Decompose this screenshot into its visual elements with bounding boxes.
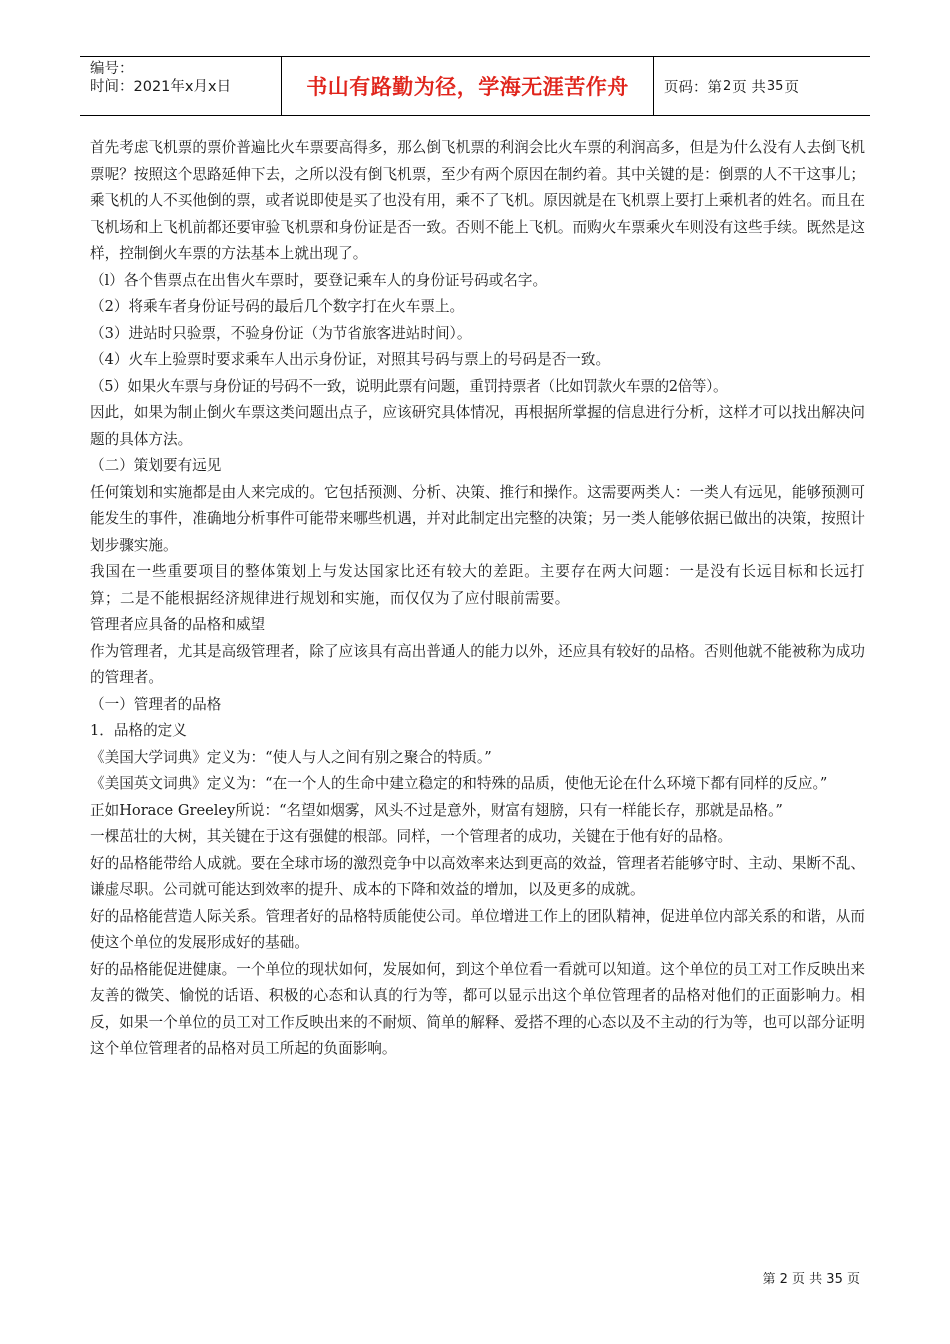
paragraph: 《美国大学词典》定义为：“使人与人之间有别之聚合的特质。” — [90, 748, 492, 766]
document-body — [90, 135, 865, 1063]
paragraph: 作为管理者，尤其是高级管理者，除了应该具有高出普通人的能力以外，还应具有较好的品格。否则他就不能被称为成功的管理者。 — [90, 642, 865, 686]
paragraph: 正如Horace Greeley所说：“名望如烟雾，风头不过是意外，财富有翅膀，只有一样能长存，那就是品格。” — [90, 801, 783, 819]
footer-prefix: 第 — [762, 1272, 776, 1287]
page-label: 页码： — [664, 79, 708, 96]
document-number-label: 编号： — [90, 61, 134, 77]
page-current: 2 — [723, 78, 732, 94]
page-suffix: 页 — [784, 79, 799, 96]
section-heading: 管理者应具备的品格和威望 — [90, 616, 266, 633]
paragraph: 一棵茁壮的大树，其关键在于这有强健的根部。同样，一个管理者的成功，关键在于他有好的品格。 — [90, 828, 733, 845]
page-header — [80, 56, 870, 116]
paragraph: 好的品格能促进健康。一个单位的现状如何，发展如何，到这个单位看一看就可以知道。这个单位的员工对工作反映出来友善的微笑、愉悦的话语、积极的心态和认真的行为等，都可以显示出这个单位管理者的品格对他们的正面影响力。相反，如果一个单位的员工对工作反映出来的不耐烦、简单的解释、爱搭不理的心态以及不主动的行为等，也可以部分证明这个单位管理者的品格对员工所起的负面影响。 — [90, 960, 865, 1057]
paragraph: 因此，如果为制止倒火车票这类问题出点子，应该研究具体情况，再根据所掌握的信息进行分析，这样才可以找出解决问题的具体方法。 — [90, 404, 865, 448]
section-heading: 1．品格的定义 — [90, 722, 187, 739]
document-time — [90, 78, 281, 96]
footer-current: 2 — [779, 1272, 788, 1287]
header-page-info — [654, 57, 870, 115]
paragraph: 《美国英文词典》定义为：“在一个人的生命中建立稳定的和特殊的品质，使他无论在什么环境下都有同样的反应。” — [90, 775, 828, 792]
time-label: 时间： — [90, 79, 134, 95]
paragraph: 好的品格能营造人际关系。管理者好的品格特质能使公司。单位增进工作上的团队精神，促进单位内部关系的和谐，从而使这个单位的发展形成好的基础。 — [90, 907, 865, 951]
list-item: （5）如果火车票与身份证的号码不一致，说明此票有问题，重罚持票者（比如罚款火车票的2倍等）。 — [90, 377, 728, 395]
section-heading: （一）管理者的品格 — [90, 695, 222, 713]
list-item: （4）火车上验票时要求乘车人出示身份证，对照其号码与票上的号码是否一致。 — [90, 351, 611, 368]
footer-total: 35 — [826, 1272, 843, 1287]
footer-suffix: 页 — [846, 1272, 860, 1287]
page-footer — [762, 1268, 860, 1287]
list-item: （3）进站时只验票，不验身份证（为节省旅客进站时间）。 — [90, 324, 472, 342]
time-value: 2021年x月x日 — [133, 79, 232, 95]
section-heading: （二）策划要有远见 — [90, 457, 222, 474]
list-item: （2）将乘车者身份证号码的最后几个数字打在火车票上。 — [90, 298, 465, 315]
header-motto: 书山有路勤为径，学海无涯苦作舟 — [282, 57, 654, 115]
paragraph: 好的品格能带给人成就。要在全球市场的激烈竞争中以高效率来达到更高的效益，管理者若能够守时、主动、果断不乱、谦虚尽职。公司就可能达到效率的提升、成本的下降和效益的增加，以及更多的成就。 — [90, 854, 865, 898]
paragraph: 首先考虑飞机票的票价普遍比火车票要高得多，那么倒飞机票的利润会比火车票的利润高多，但是为什么没有人去倒飞机票呢？按照这个思路延伸下去，之所以没有倒飞机票，至少有两个原因在制约着。其中关键的是：倒票的人不干这事儿；乘飞机的人不买他倒的票，或者说即使是买了也没有用，乘不了飞机。原因就是在飞机票上要打上乘机者的姓名。而且在飞机场和上飞机前都还要审验飞机票和身份证是否一致。否则不能上飞机。而购火车票乘火车则没有这些手续。既然是这样，控制倒火车票的方法基本上就出现了。 — [90, 139, 865, 262]
footer-middle: 页 共 — [792, 1272, 823, 1287]
page-middle: 页 共 — [732, 79, 766, 96]
page-total: 35 — [766, 78, 784, 94]
paragraph: 我国在一些重要项目的整体策划上与发达国家比还有较大的差距。主要存在两大问题：一是没有长远目标和长远打算；二是不能根据经济规律进行规划和实施，而仅仅为了应付眼前需要。 — [90, 563, 865, 607]
paragraph: 任何策划和实施都是由人来完成的。它包括预测、分析、决策、推行和操作。这需要两类人：一类人有远见，能够预测可能发生的事件，准确地分析事件可能带来哪些机遇，并对此制定出完整的决策；另一类人能够依据已做出的决策，按照计划步骤实施。 — [90, 483, 865, 554]
header-meta-cell — [80, 57, 282, 115]
page-prefix: 第 — [707, 79, 722, 96]
list-item: （l）各个售票点在出售火车票时，要登记乘车人的身份证号码或名字。 — [90, 271, 548, 289]
